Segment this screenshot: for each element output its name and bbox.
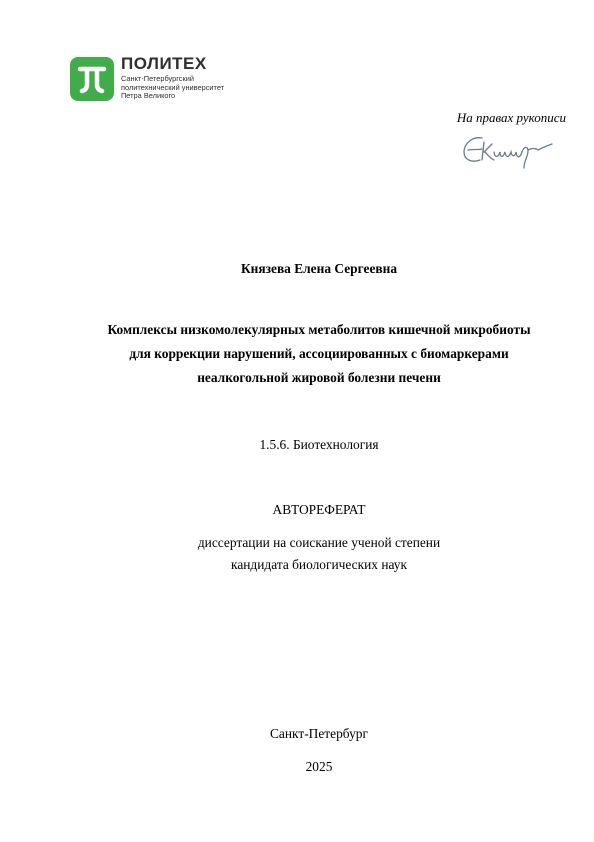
author-name: Князева Елена Сергеевна: [240, 261, 398, 276]
logo-subtitle-line: политехнический университет: [121, 82, 225, 92]
logo-subtitle: [121, 75, 224, 101]
university-logo: [70, 54, 270, 104]
dissertation-title: [40, 318, 594, 390]
title-line: для коррекции нарушений, ассоциированных с биомаркерами: [129, 346, 509, 361]
year: 2025: [305, 759, 333, 774]
politech-logo-icon: [70, 57, 114, 101]
title-line: Комплексы низкомолекулярных метаболитов кишечной микробиоты: [107, 322, 531, 337]
rights-note: На правах рукописи: [456, 110, 566, 125]
logo-subtitle-line: Петра Великого: [121, 91, 176, 101]
degree-line: кандидата биологических наук: [231, 557, 407, 572]
handwritten-signature-icon: [458, 130, 554, 172]
degree-description: [40, 532, 594, 576]
title-line: неалкогольной жировой болезни печени: [197, 370, 441, 385]
logo-name: ПОЛИТЕХ: [121, 54, 207, 73]
logo-subtitle-line: Санкт-Петербургский: [121, 74, 194, 83]
document-type: АВТОРЕФЕРАТ: [272, 502, 366, 517]
city: Санкт-Петербург: [270, 726, 368, 741]
degree-line: диссертации на соискание ученой степени: [197, 535, 441, 550]
specialty-code: 1.5.6. Биотехнология: [259, 437, 379, 452]
